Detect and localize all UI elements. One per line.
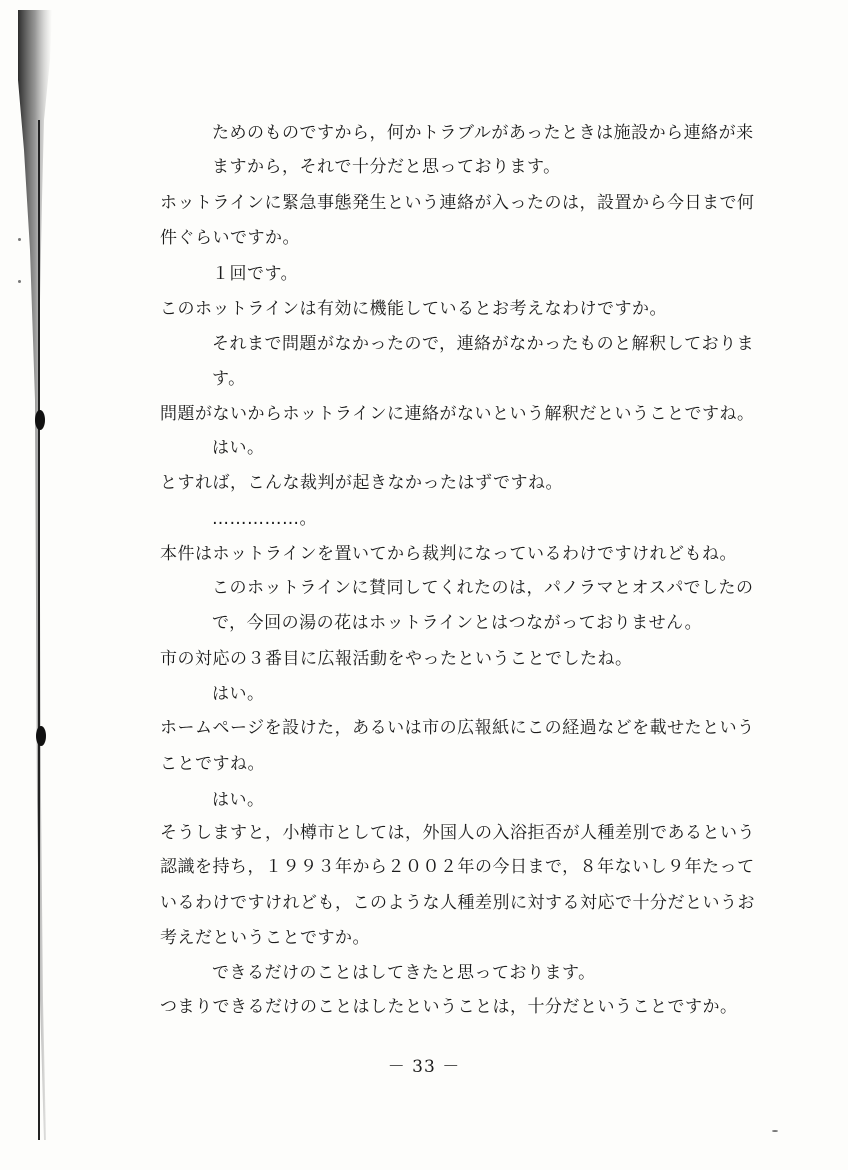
transcript-line: ためのものですから，何かトラブルがあったときは施設から連絡が来: [212, 123, 754, 143]
transcript-line: はい。: [212, 438, 265, 458]
transcript-line: このホットラインは有効に機能しているとお考えなわけですか。: [160, 299, 667, 319]
transcript-line: で，今回の湯の花はホットラインとはつながっておりません。: [212, 613, 703, 633]
page-number: － 33 －: [387, 1057, 461, 1077]
transcript-line: このホットラインに賛同してくれたのは，パノラマとオスパでしたの: [212, 578, 754, 598]
transcript-line: できるだけのことはしてきたと思っております。: [212, 963, 596, 983]
transcript-line: ことですね。: [160, 754, 265, 774]
transcript-line: ……………。: [212, 509, 317, 529]
transcript-line: 本件はホットラインを置いてから裁判になっているわけですけれどもね。: [160, 544, 737, 564]
transcript-line: 問題がないからホットラインに連絡がないという解釈だということですね。: [160, 404, 755, 424]
transcript-line: １回です。: [212, 264, 299, 284]
transcript-line: はい。: [212, 790, 265, 810]
transcript-line: 考えだということですか。: [160, 928, 370, 948]
transcript-line: 認識を持ち，１９９３年から２００２年の今日まで，８年ないし９年たって: [160, 857, 755, 877]
transcript-line: いるわけですけれども，このような人種差別に対する対応で十分だというお: [160, 893, 755, 913]
transcript-line: 件ぐらいですか。: [160, 228, 300, 248]
transcript-line: ホームページを設けた，あるいは市の広報紙にこの経過などを載せたという: [160, 718, 755, 738]
transcript-line: す。: [212, 369, 246, 389]
transcript-line: それまで問題がなかったので，連絡がなかったものと解釈しておりま: [212, 334, 755, 354]
transcript-line: 市の対応の３番目に広報活動をやったということでしたね。: [160, 649, 633, 669]
transcript-line: そうしますと，小樽市としては，外国人の入浴拒否が人種差別であるという: [160, 823, 755, 843]
transcript-line: ますから，それで十分だと思っております。: [212, 157, 561, 177]
transcript-line: ホットラインに緊急事態発生という連絡が入ったのは，設置から今日まで何: [160, 193, 755, 213]
binding-shadow: [0, 0, 60, 1170]
scan-speck: [18, 238, 21, 241]
transcript-line: とすれば，こんな裁判が起きなかったはずですね。: [160, 473, 564, 493]
scan-speck: [18, 280, 21, 283]
scan-speck: [772, 1130, 778, 1132]
transcript-line: つまりできるだけのことはしたということは，十分だということですか。: [160, 997, 738, 1017]
transcript-line: はい。: [212, 684, 265, 704]
